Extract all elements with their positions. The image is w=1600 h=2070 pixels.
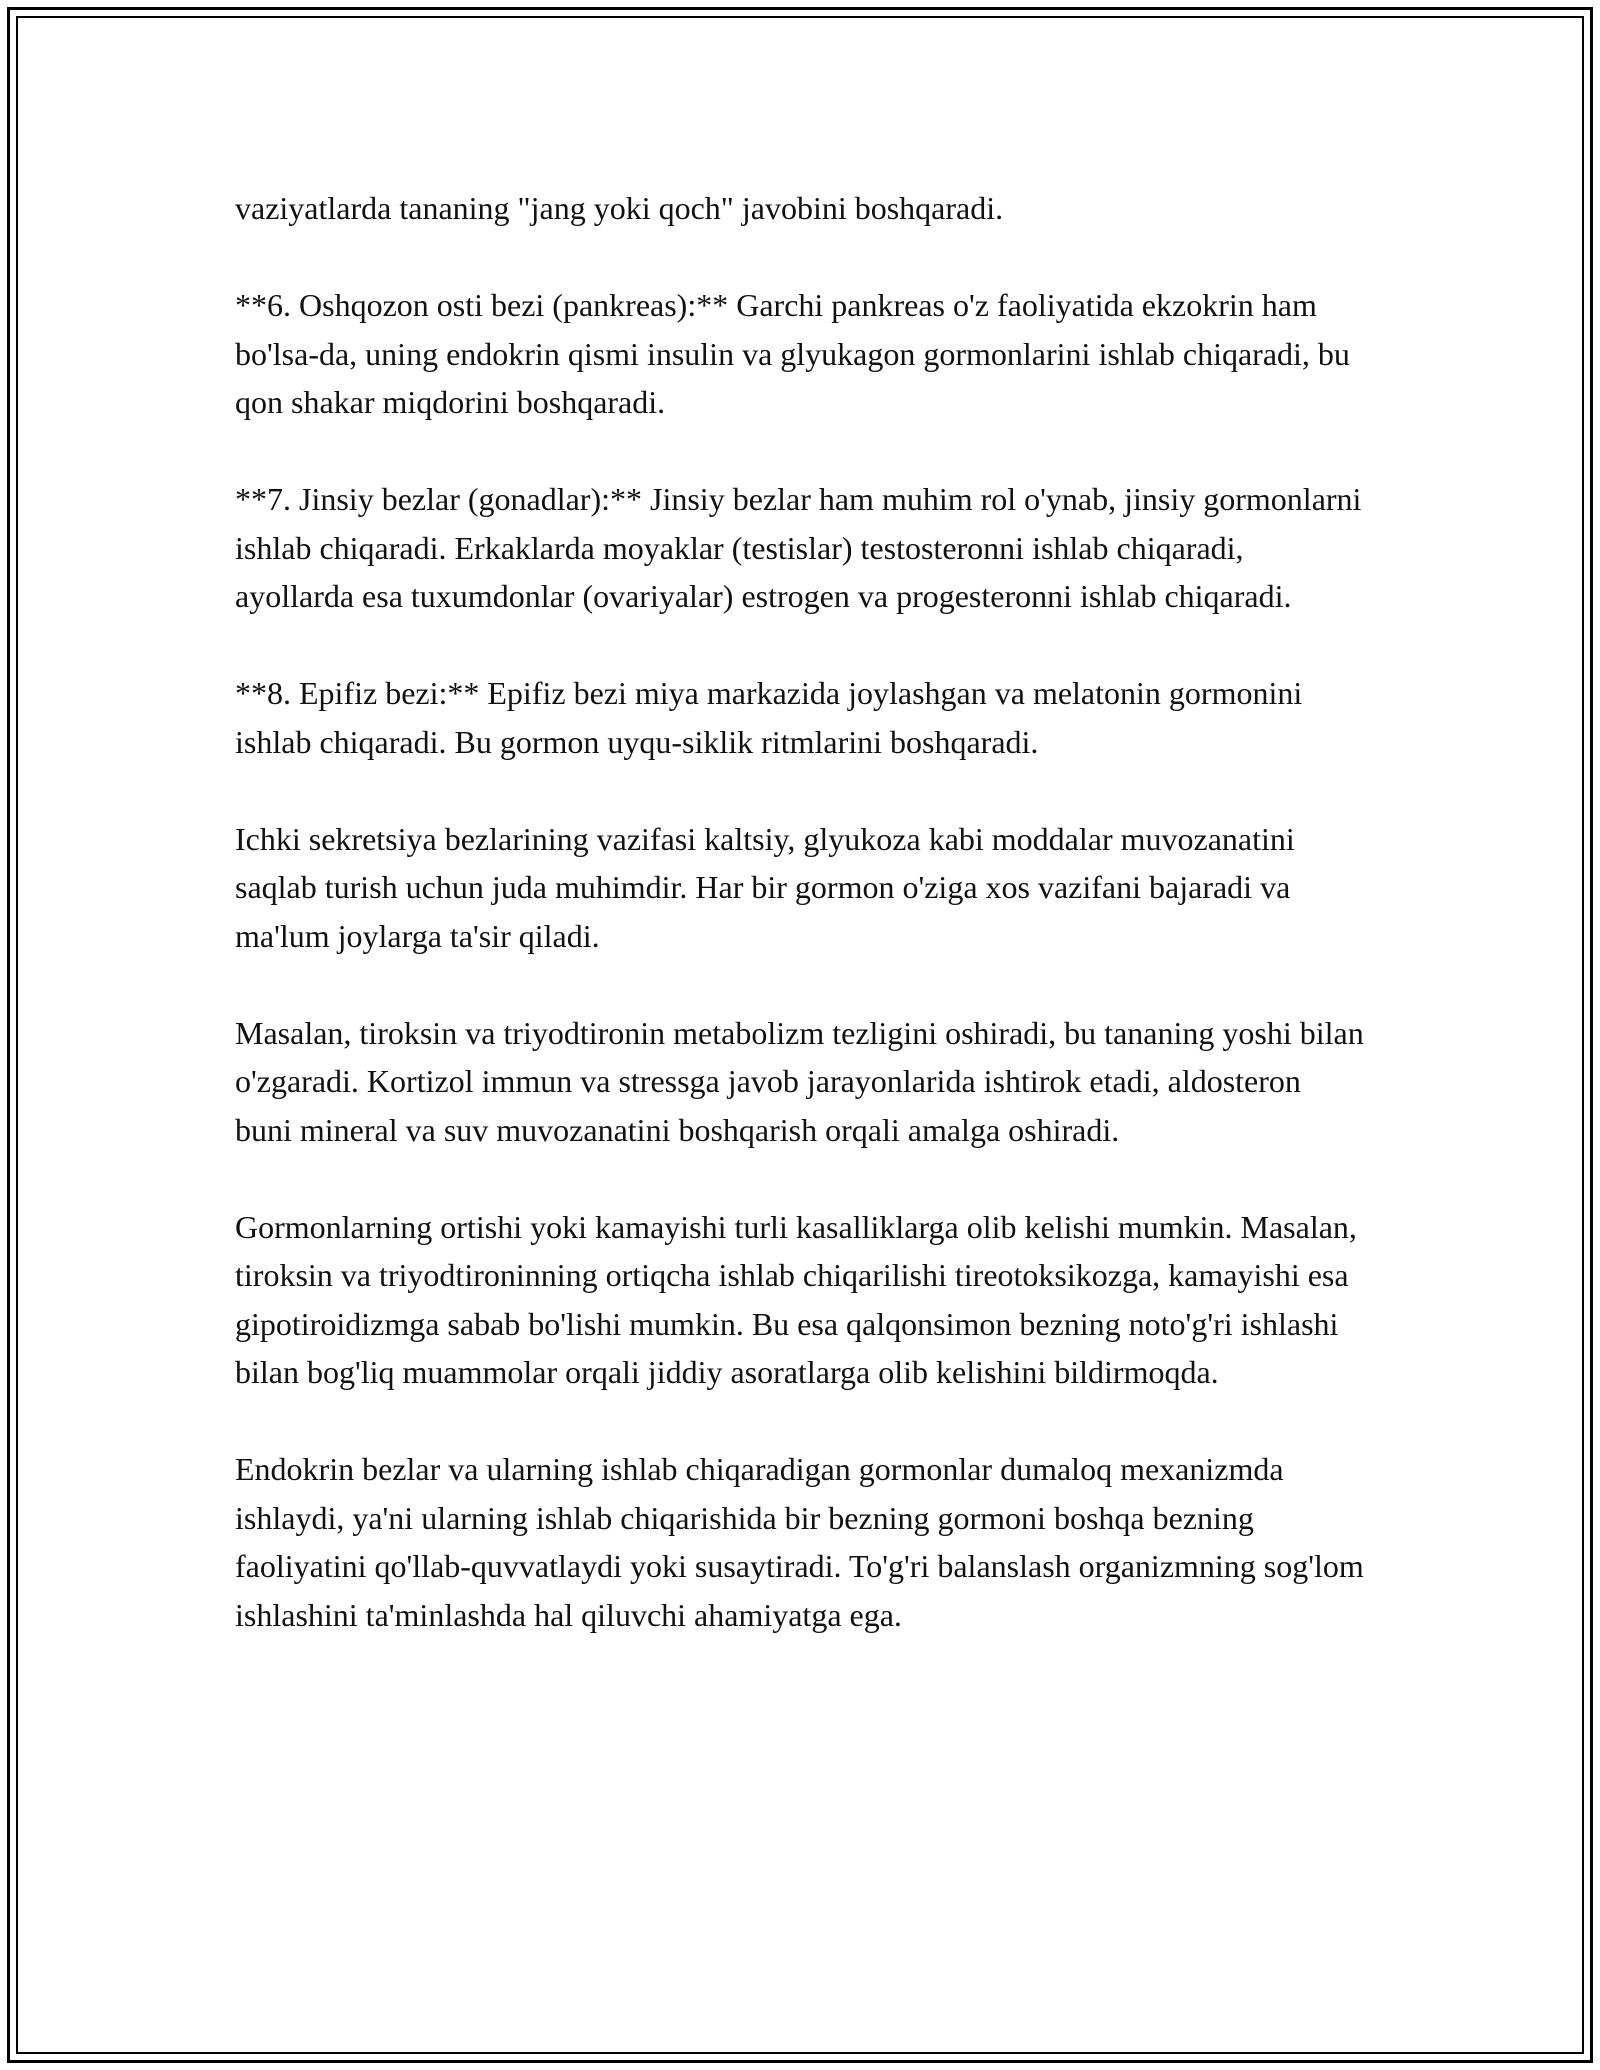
paragraph-thyroxine-example: Masalan, tiroksin va triyodtironin metabolizm tezligini oshiradi, bu tananing yoshi bilan o'zgaradi. Kortizol immun va stressga javob jarayonlarida ishtirok etadi, aldosteron buni mineral va suv muvozanatini boshqarish orqali amalga oshiradi.	[235, 1014, 1364, 1148]
paragraph-gonads: **7. Jinsiy bezlar (gonadlar):** Jinsiy bezlar ham muhim rol o'ynab, jinsiy gormonlarni ishlab chiqaradi. Erkaklarda moyaklar (testislar) testosteronni ishlab chiqaradi, ayollarda esa tuxumdonlar (ovariyalar) estrogen va progesteronni ishlab chiqaradi.	[235, 481, 1362, 614]
paragraph-pineal-gland: **8. Epifiz bezi:** Epifiz bezi miya markazida joylashgan va melatonin gormonini ishlab chiqaradi. Bu gormon uyqu-siklik ritmlarini boshqaradi.	[235, 675, 1303, 760]
paragraph-pancreas: **6. Oshqozon osti bezi (pankreas):** Garchi pankreas o'z faoliyatida ekzokrin ham bo'lsa-da, uning endokrin qismi insulin va glyukagon gormonlarini ishlab chiqaradi, bu qon shakar miqdorini boshqaradi.	[235, 287, 1350, 420]
paragraph-endocrine-function: Ichki sekretsiya bezlarining vazifasi kaltsiy, glyukoza kabi moddalar muvozanatini saqlab turish uchun juda muhimdir. Har bir gormon o'ziga xos vazifani bajaradi va ma'lum joylarga ta'sir qiladi.	[235, 820, 1295, 954]
document-body	[235, 184, 1365, 1688]
paragraph-fight-or-flight: vaziyatlarda tananing "jang yoki qoch" javobini boshqaradi.	[235, 190, 1004, 226]
paragraph-feedback-mechanism: Endokrin bezlar va ularning ishlab chiqaradigan gormonlar dumaloq mexanizmda ishlaydi, ya'ni ularning ishlab chiqarishida bir bezning gormoni boshqa bezning faoliyatini qo'llab-quvvatlaydi yoki susaytiradi. To'g'ri balanslash organizmning sog'lom ishlashini ta'minlashda hal qiluvchi ahamiyatga ega.	[235, 1451, 1364, 1633]
paragraph-hormone-disorders: Gormonlarning ortishi yoki kamayishi turli kasalliklarga olib kelishi mumkin. Masalan, tiroksin va triyodtironinning ortiqcha ishlab chiqarilishi tireotoksikozga, kamayishi esa gipotiroidizmga sabab bo'lishi mumkin. Bu esa qalqonsimon bezning noto'g'ri ishlashi bilan bog'liq muammolar orqali jiddiy asoratlarga olib kelishini bildirmoqda.	[235, 1208, 1357, 1390]
